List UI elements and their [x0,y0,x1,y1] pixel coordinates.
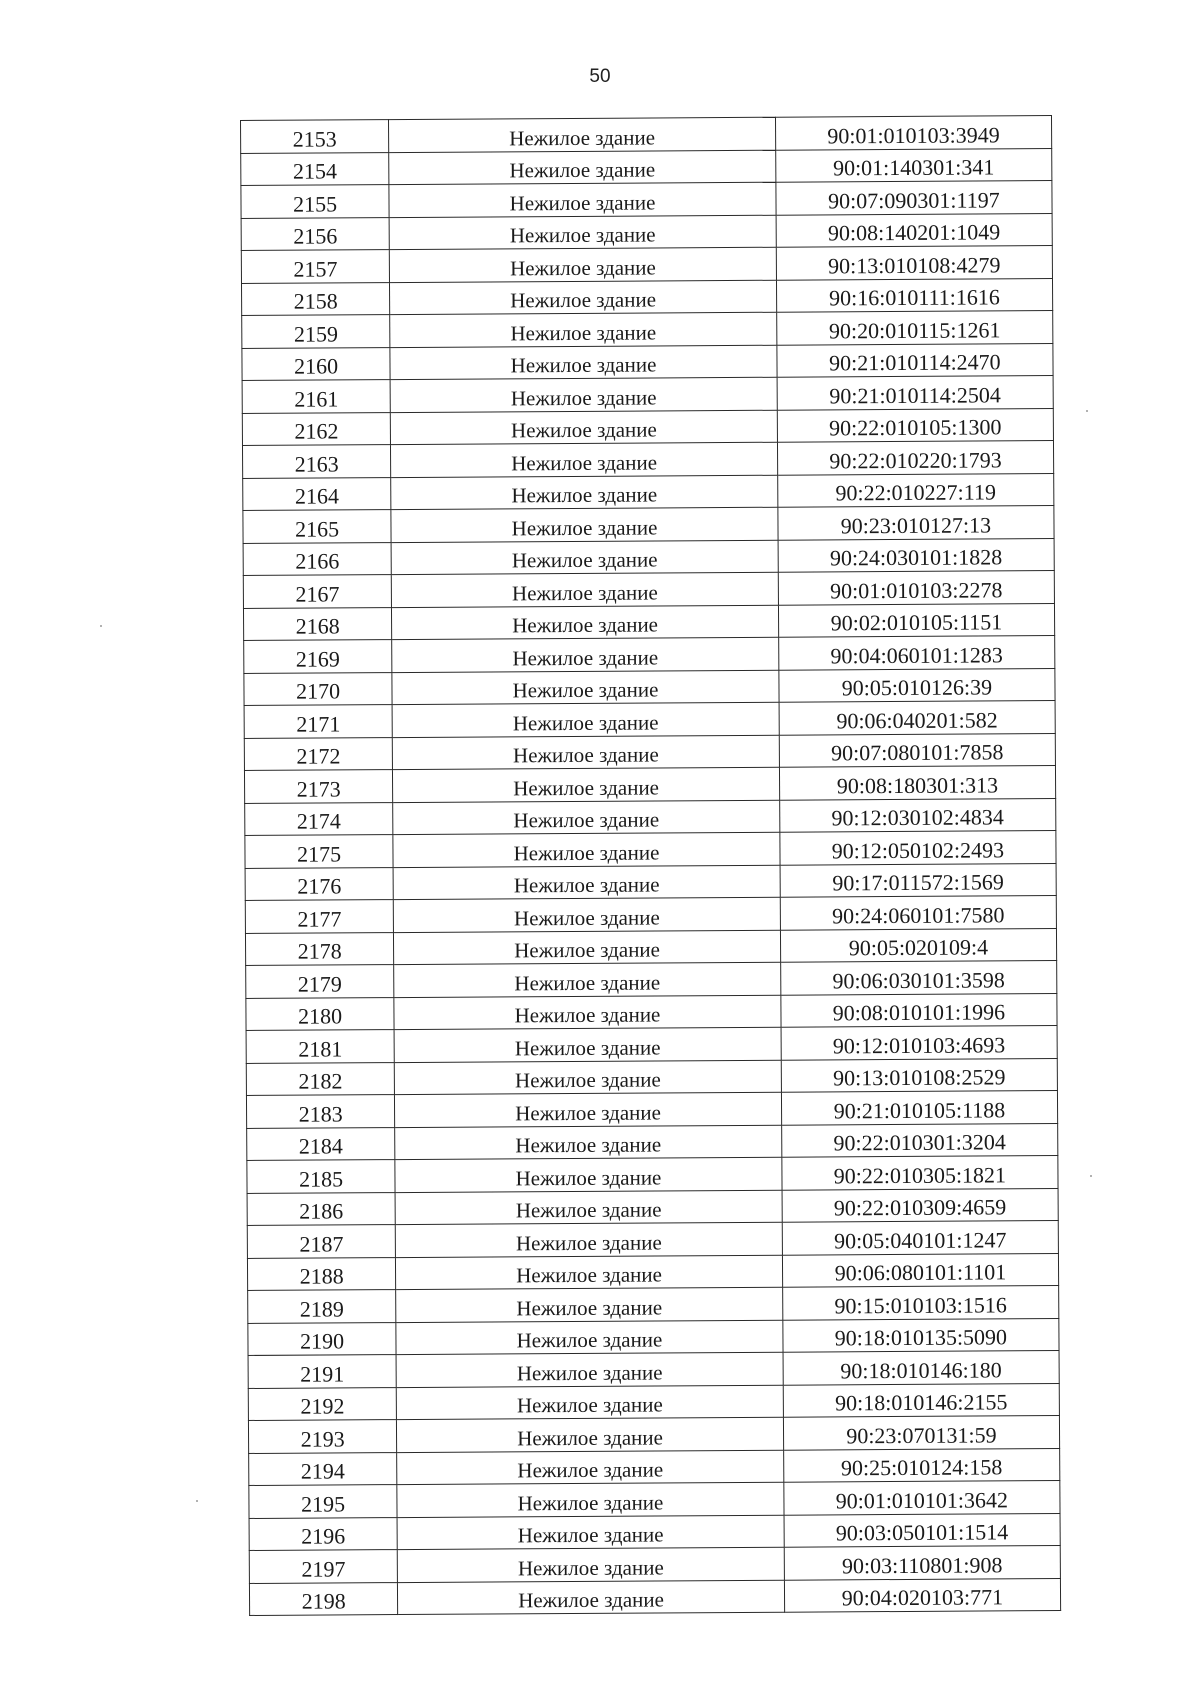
cadastral-number-cell: 90:18:010146:2155 [783,1383,1059,1417]
row-number-cell: 2198 [249,1582,397,1615]
table-row [246,993,1057,1030]
scan-speck [1090,1175,1092,1177]
cadastral-number-cell: 90:08:140201:1049 [776,213,1052,247]
object-type-cell: Нежилое здание [394,962,781,997]
cadastral-number-cell: 90:05:010126:39 [779,668,1055,702]
cadastral-number-cell: 90:22:010105:1300 [777,408,1053,442]
row-number-cell: 2154 [241,152,389,185]
object-type-cell: Нежилое здание [396,1352,783,1387]
row-number-cell: 2188 [247,1257,395,1290]
cadastral-number-cell: 90:03:110801:908 [784,1546,1060,1580]
table-row [241,148,1052,185]
table-row [244,733,1055,770]
table-row [248,1416,1059,1453]
table-row [243,603,1054,640]
page-number: 50 [589,66,611,87]
cadastral-number-cell: 90:01:010103:3949 [775,116,1051,150]
row-number-cell: 2191 [248,1355,396,1388]
table-row [242,311,1053,348]
table-row [244,636,1055,673]
table-row [247,1188,1058,1225]
table-row [249,1448,1060,1485]
object-type-cell: Нежилое здание [391,507,778,542]
object-type-cell: Нежилое здание [394,930,781,965]
cadastral-number-cell: 90:15:010103:1516 [782,1286,1058,1320]
table-row [245,831,1056,868]
object-type-cell: Нежилое здание [392,735,779,770]
object-type-cell: Нежилое здание [393,865,780,900]
row-number-cell: 2196 [249,1517,397,1550]
cadastral-number-cell: 90:06:030101:3598 [780,961,1056,995]
table-row [243,506,1054,543]
table-row [242,343,1053,380]
object-type-cell: Нежилое здание [395,1222,782,1257]
scan-speck [100,625,102,627]
table-row [246,961,1057,998]
table-row [247,1253,1058,1290]
row-number-cell: 2169 [244,640,392,673]
object-type-cell: Нежилое здание [389,247,776,282]
table-row [248,1286,1059,1323]
table-row [245,928,1056,965]
row-number-cell: 2171 [244,705,392,738]
cadastral-number-cell: 90:25:010124:158 [783,1448,1059,1482]
table-row [249,1546,1060,1583]
cadastral-number-cell: 90:08:010101:1996 [781,993,1057,1027]
row-number-cell: 2164 [243,477,391,510]
cadastral-number-cell: 90:22:010227:119 [777,473,1053,507]
object-type-cell: Нежилое здание [389,182,776,217]
cadastral-number-cell: 90:03:050101:1514 [784,1513,1060,1547]
table-row [243,571,1054,608]
object-type-cell: Нежилое здание [397,1417,784,1452]
row-number-cell: 2192 [248,1387,396,1420]
cadastral-number-cell: 90:18:010135:5090 [783,1318,1059,1352]
cadastral-number-cell: 90:21:010114:2470 [777,343,1053,377]
cadastral-number-cell: 90:04:060101:1283 [778,636,1054,670]
cadastral-number-cell: 90:16:010111:1616 [776,278,1052,312]
row-number-cell: 2184 [247,1127,395,1160]
table-row [241,116,1052,153]
cadastral-number-cell: 90:01:140301:341 [775,148,1051,182]
row-number-cell: 2163 [242,445,390,478]
object-type-cell: Нежилое здание [396,1320,783,1355]
cadastral-number-cell: 90:18:010146:180 [783,1351,1059,1385]
cadastral-number-cell: 90:24:060101:7580 [780,896,1056,930]
cadastral-number-cell: 90:23:070131:59 [783,1416,1059,1450]
row-number-cell: 2180 [246,997,394,1030]
table-row [243,538,1054,575]
cadastral-number-cell: 90:02:010105:1151 [778,603,1054,637]
row-number-cell: 2156 [241,217,389,250]
row-number-cell: 2161 [242,380,390,413]
cadastral-number-cell: 90:20:010115:1261 [776,311,1052,345]
object-type-cell: Нежилое здание [389,117,776,152]
object-type-cell: Нежилое здание [394,995,781,1030]
table-row [245,798,1056,835]
row-number-cell: 2181 [246,1030,394,1063]
row-number-cell: 2158 [241,282,389,315]
object-type-cell: Нежилое здание [397,1450,784,1485]
table-row [243,473,1054,510]
row-number-cell: 2178 [245,932,393,965]
cadastral-number-cell: 90:06:080101:1101 [782,1253,1058,1287]
object-type-cell: Нежилое здание [392,605,779,640]
table-row [249,1578,1060,1615]
cadastral-number-cell: 90:22:010305:1821 [782,1156,1058,1190]
row-number-cell: 2159 [242,315,390,348]
cadastral-number-cell: 90:22:010301:3204 [781,1123,1057,1157]
row-number-cell: 2162 [242,412,390,445]
object-type-cell: Нежилое здание [396,1287,783,1322]
table-row [245,863,1056,900]
table-row [241,213,1052,250]
cadastral-number-cell: 90:05:020109:4 [780,928,1056,962]
table-row [241,246,1052,283]
row-number-cell: 2165 [243,510,391,543]
object-type-cell: Нежилое здание [393,897,780,932]
table-row [246,1026,1057,1063]
cadastral-number-cell: 90:17:011572:1569 [780,863,1056,897]
object-type-cell: Нежилое здание [390,377,777,412]
row-number-cell: 2176 [245,867,393,900]
object-type-cell: Нежилое здание [395,1157,782,1192]
row-number-cell: 2175 [245,835,393,868]
object-type-cell: Нежилое здание [394,1060,781,1095]
row-number-cell: 2189 [248,1290,396,1323]
row-number-cell: 2170 [244,672,392,705]
row-number-cell: 2183 [246,1095,394,1128]
row-number-cell: 2168 [243,607,391,640]
object-type-cell: Нежилое здание [389,215,776,250]
object-type-cell: Нежилое здание [391,572,778,607]
object-type-cell: Нежилое здание [391,475,778,510]
table-row [244,668,1055,705]
row-number-cell: 2160 [242,347,390,380]
object-type-cell: Нежилое здание [397,1515,784,1550]
table-row [242,441,1053,478]
table-row [249,1513,1060,1550]
cadastral-number-cell: 90:21:010114:2504 [777,376,1053,410]
cadastral-number-cell: 90:24:030101:1828 [778,538,1054,572]
object-type-cell: Нежилое здание [392,637,779,672]
cadastral-number-cell: 90:05:040101:1247 [782,1221,1058,1255]
table-row [241,278,1052,315]
object-type-cell: Нежилое здание [390,410,777,445]
object-type-cell: Нежилое здание [396,1255,783,1290]
row-number-cell: 2194 [249,1452,397,1485]
cadastral-number-cell: 90:06:040201:582 [779,701,1055,735]
row-number-cell: 2172 [244,737,392,770]
table-row [248,1351,1059,1388]
object-type-cell: Нежилое здание [396,1385,783,1420]
cadastral-number-cell: 90:13:010108:4279 [776,246,1052,280]
row-number-cell: 2182 [246,1062,394,1095]
row-number-cell: 2177 [245,900,393,933]
row-number-cell: 2167 [243,575,391,608]
object-type-cell: Нежилое здание [398,1580,785,1615]
row-number-cell: 2155 [241,185,389,218]
table-body [241,116,1061,1616]
cadastral-number-cell: 90:01:010103:2278 [778,571,1054,605]
table-row [248,1318,1059,1355]
cadastral-number-cell: 90:12:010103:4693 [781,1026,1057,1060]
object-type-cell: Нежилое здание [391,540,778,575]
table-row [246,1058,1057,1095]
cadastral-number-cell: 90:01:010101:3642 [784,1481,1060,1515]
scan-speck [1086,410,1088,412]
cadastral-number-cell: 90:07:090301:1197 [776,181,1052,215]
cadastral-number-cell: 90:07:080101:7858 [779,733,1055,767]
table-row [249,1481,1060,1518]
scan-speck [196,1500,198,1502]
object-type-cell: Нежилое здание [395,1125,782,1160]
row-number-cell: 2174 [245,802,393,835]
table-row [244,701,1055,738]
object-type-cell: Нежилое здание [391,442,778,477]
table-row [245,896,1056,933]
table-row [248,1383,1059,1420]
row-number-cell: 2153 [241,120,389,153]
cadastral-number-cell: 90:12:050102:2493 [780,831,1056,865]
table-row [242,408,1053,445]
object-type-cell: Нежилое здание [390,345,777,380]
row-number-cell: 2186 [247,1192,395,1225]
object-type-cell: Нежилое здание [394,1027,781,1062]
object-type-cell: Нежилое здание [392,702,779,737]
table-row [247,1123,1058,1160]
object-type-cell: Нежилое здание [397,1482,784,1517]
row-number-cell: 2157 [241,250,389,283]
table-row [247,1156,1058,1193]
row-number-cell: 2173 [244,770,392,803]
object-type-cell: Нежилое здание [393,800,780,835]
row-number-cell: 2179 [246,965,394,998]
cadastral-number-cell: 90:04:020103:771 [784,1578,1060,1612]
cadastral-number-cell: 90:08:180301:313 [779,766,1055,800]
cadastral-number-cell: 90:23:010127:13 [778,506,1054,540]
cadastral-number-cell: 90:13:010108:2529 [781,1058,1057,1092]
table-row [241,181,1052,218]
object-type-cell: Нежилое здание [397,1547,784,1582]
object-type-cell: Нежилое здание [392,670,779,705]
row-number-cell: 2190 [248,1322,396,1355]
table-row [244,766,1055,803]
property-registry-table [240,115,1061,1616]
object-type-cell: Нежилое здание [389,150,776,185]
cadastral-number-cell: 90:12:030102:4834 [779,798,1055,832]
object-type-cell: Нежилое здание [393,832,780,867]
cadastral-number-cell: 90:21:010105:1188 [781,1091,1057,1125]
cadastral-number-cell: 90:22:010220:1793 [777,441,1053,475]
cadastral-number-cell: 90:22:010309:4659 [782,1188,1058,1222]
row-number-cell: 2187 [247,1225,395,1258]
row-number-cell: 2166 [243,542,391,575]
object-type-cell: Нежилое здание [395,1092,782,1127]
table-row [246,1091,1057,1128]
object-type-cell: Нежилое здание [390,280,777,315]
object-type-cell: Нежилое здание [393,767,780,802]
row-number-cell: 2185 [247,1160,395,1193]
object-type-cell: Нежилое здание [395,1190,782,1225]
table-row [242,376,1053,413]
row-number-cell: 2193 [248,1420,396,1453]
row-number-cell: 2195 [249,1485,397,1518]
object-type-cell: Нежилое здание [390,312,777,347]
row-number-cell: 2197 [249,1550,397,1583]
table-row [247,1221,1058,1258]
